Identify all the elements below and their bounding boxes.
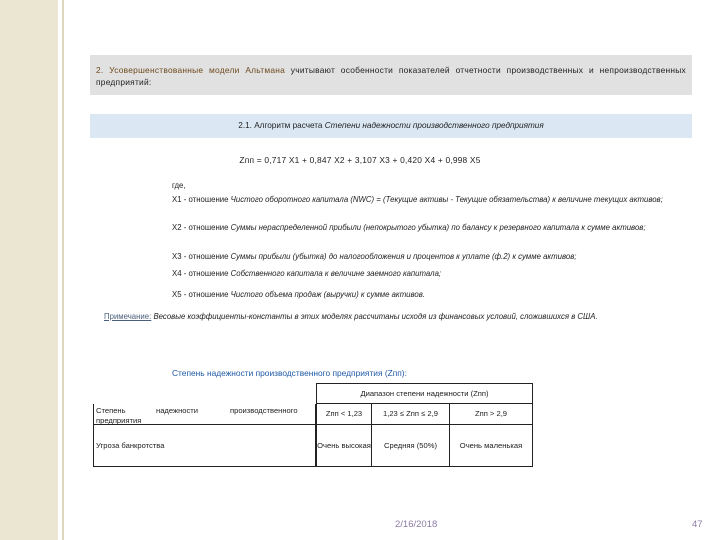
intro-box [90,55,692,95]
intro-highlight: 2. Усовершенствованные модели Альтмана [96,65,286,75]
definition-text: - отношение [181,223,231,232]
definition-x2 [96,222,686,233]
definition-var: X5 [172,290,182,299]
range-cell-mid: 1,23 ≤ Zпп ≤ 2,9 [372,404,450,425]
formula: Zпп = 0,717 X1 + 0,847 X2 + 3,107 X3 + 0,420 X4 + 0,998 X5 [239,155,481,165]
table-title: Степень надежности производственного предприятия (Zпп): [172,368,407,378]
row-header-word: предприятия [96,416,142,425]
definition-italic: Суммы прибыли (убытка) до налогообложения и процентов к уплате (ф.2) к сумме активов; [230,252,577,261]
left-divider-line [62,0,64,540]
definition-text: - отношение [181,269,231,278]
value-cell-mid: Средняя (50%) [372,425,450,467]
value-cell-low: Очень высокая [316,425,372,467]
row-header-word: Степень [96,406,126,415]
range-cell-high: Zпп > 2,9 [450,404,533,425]
row-header-word: надежности [156,406,198,415]
definition-text: - отношение [181,290,231,299]
row-header-word: производственного [230,406,298,415]
where-label: где, [172,181,186,190]
note-text: Весовые коэффициенты-константы в этих моделях рассчитаны исходя из финансовых условий, сложившихся в США. [153,312,598,321]
definition-x4 [96,268,686,279]
bankruptcy-row-label: Угроза банкротства [93,425,316,467]
subheading-italic: Степени надежности производственного предприятия [324,121,544,130]
definition-var: X4 [172,269,182,278]
page-number: 47 [692,519,703,530]
definition-italic: Собственного капитала к величине заемного капитала; [230,269,442,278]
definition-x1 [96,194,686,205]
subheading-prefix: 2.1. Алгоритм расчета [238,121,325,130]
definition-var: X2 [172,223,182,232]
range-header-cell: Диапазон степени надежности (Zпп) [316,383,533,404]
reliability-table [93,383,533,467]
definition-italic: Чистого объема продаж (выручки) к сумме активов. [230,290,425,299]
note-label: Примечание: [104,312,152,321]
definition-italic: Чистого оборотного капитала (NWC) = (Текущие активы - Текущие обязательства) к величине текущих активов; [230,195,663,204]
row-header-cell [93,404,316,425]
definition-italic: Суммы нераспределенной прибыли (непокрытого убытка) по балансу к резервного капитала к сумме активов; [230,223,646,232]
definition-text: - отношение [181,195,231,204]
definition-text: - отношение [181,252,231,261]
definition-x5 [96,289,686,300]
range-cell-low: Zпп < 1,23 [316,404,372,425]
left-decorative-bar [0,0,58,540]
definition-x3 [96,251,686,262]
intro-text: учитывают особенности показателей отчетности производственных и непроизводственных предприятий: [96,65,686,87]
subheading-box [90,114,692,138]
note [96,311,696,322]
value-cell-high: Очень маленькая [450,425,533,467]
definition-var: X3 [172,252,182,261]
footer-date: 2/16/2018 [395,519,438,530]
definition-var: X1 [172,195,182,204]
